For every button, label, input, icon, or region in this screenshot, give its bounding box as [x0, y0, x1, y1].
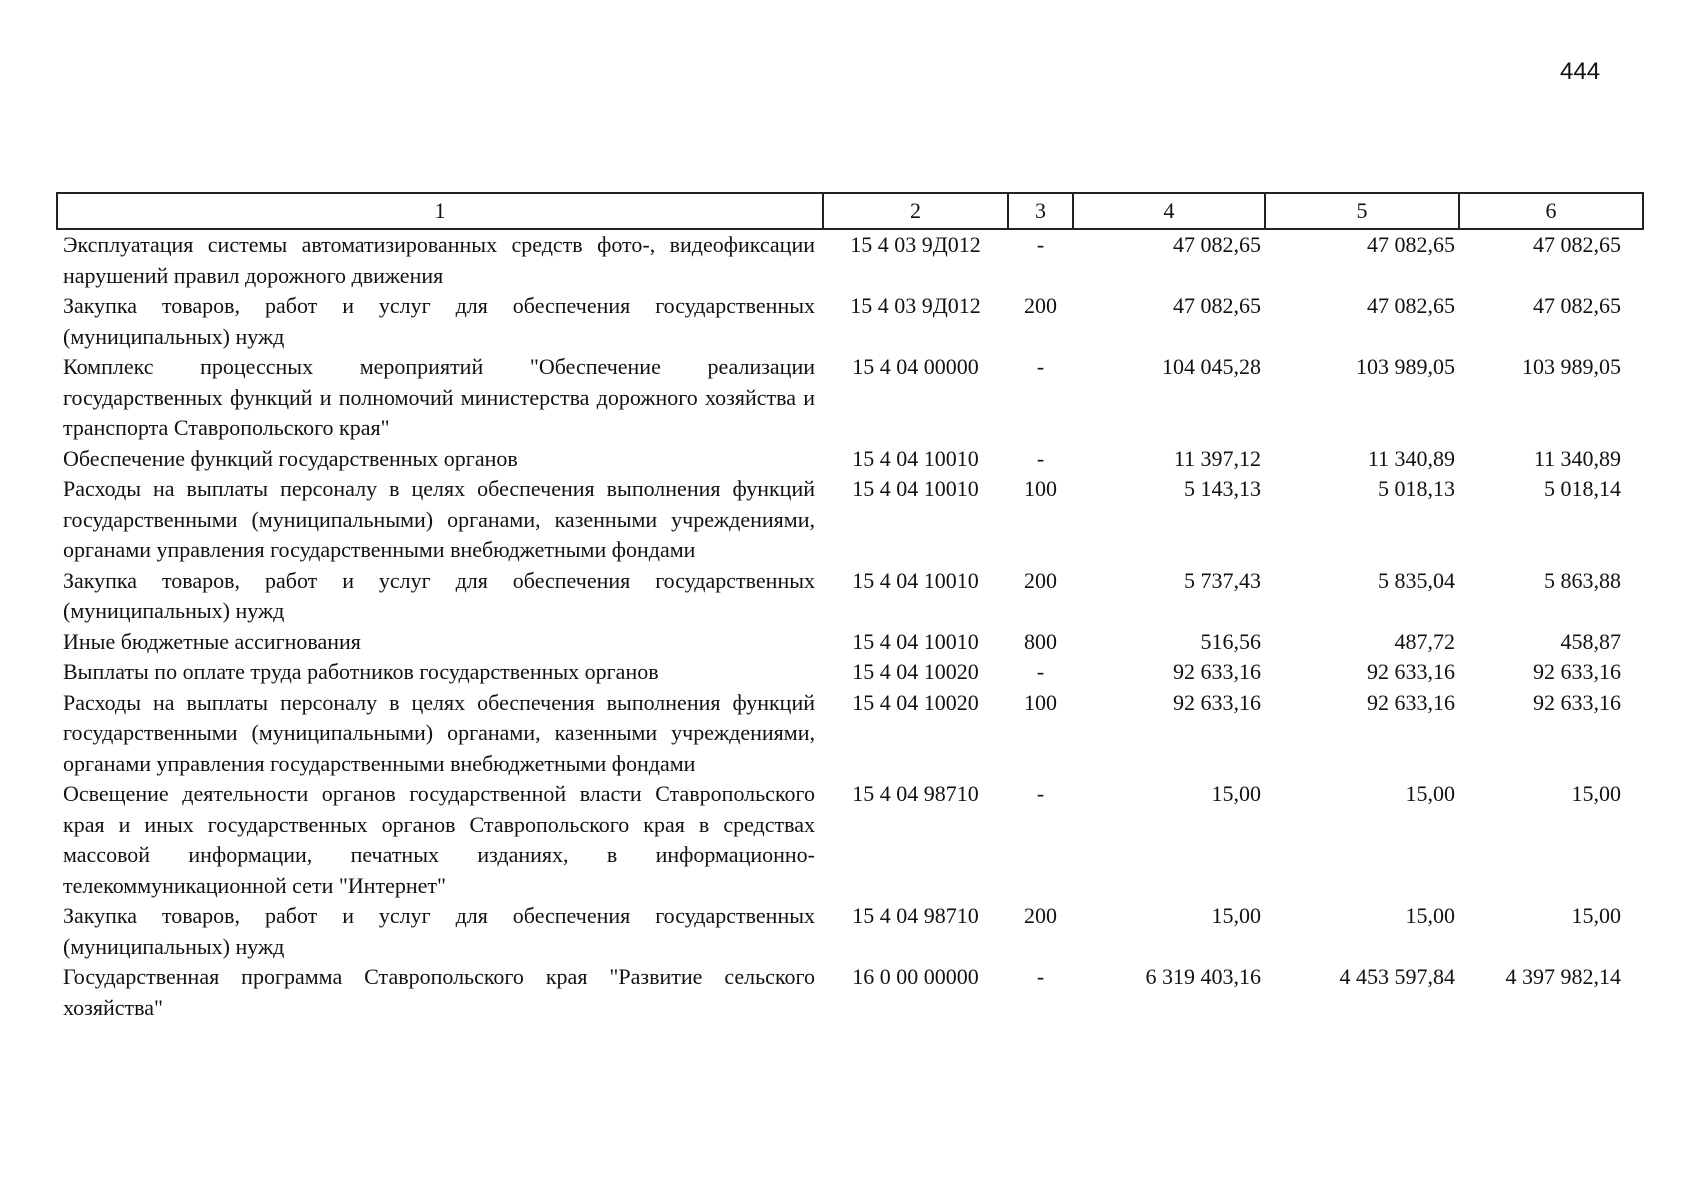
row-value-col5: 5 835,04: [1378, 567, 1455, 593]
row-value-col6: 92 633,16: [1533, 659, 1621, 684]
row-value-col4: 47 082,65: [1173, 293, 1261, 318]
row-code: 15 4 04 10010: [852, 445, 979, 471]
row-value-col6: 458,87: [1560, 628, 1621, 654]
table-row: [57, 474, 1643, 566]
row-name: Закупка товаров, работ и услуг для обеспечения государственных (муниципальных) нужд: [63, 567, 815, 623]
row-value-col5: 4 453 597,84: [1339, 964, 1455, 989]
row-expense-type: 100: [1024, 476, 1057, 501]
row-code: 15 4 03 9Д012: [850, 232, 981, 257]
row-value-col6: 15,00: [1571, 903, 1621, 928]
column-header-3: 3: [1008, 193, 1073, 229]
row-value-col5: 92 633,16: [1367, 689, 1455, 715]
table-row: [57, 352, 1643, 444]
row-name: Расходы на выплаты персоналу в целях обеспечения выполнения функций государственными (муниципальными) органами, казенными учреждениями, органами управления государственными внебюджетными фондами: [63, 689, 815, 776]
row-value-col5: 15,00: [1405, 781, 1455, 806]
row-name: Эксплуатация системы автоматизированных средств фото-, видеофиксации нарушений правил дорожного движения: [63, 232, 815, 288]
table-row: [57, 657, 1643, 688]
row-code: 15 4 04 10010: [852, 628, 979, 654]
row-expense-type: 100: [1024, 689, 1057, 715]
table-row: [57, 566, 1643, 627]
row-value-col6: 47 082,65: [1533, 232, 1621, 257]
row-name: Иные бюджетные ассигнования: [63, 628, 361, 654]
row-value-col5: 11 340,89: [1367, 445, 1455, 471]
row-value-col6: 11 340,89: [1533, 445, 1621, 471]
table-row: [57, 688, 1643, 780]
row-value-col5: 47 082,65: [1367, 232, 1455, 257]
table-row: [57, 962, 1643, 1023]
row-value-col4: 516,56: [1200, 628, 1261, 654]
row-value-col6: 47 082,65: [1533, 293, 1621, 318]
row-expense-type: -: [1036, 232, 1045, 257]
row-value-col6: 103 989,05: [1522, 354, 1621, 379]
table-row: [57, 291, 1643, 352]
row-expense-type: 800: [1024, 628, 1057, 654]
row-value-col5: 15,00: [1405, 903, 1455, 928]
row-expense-type: -: [1036, 659, 1045, 684]
row-code: 15 4 04 10010: [852, 567, 979, 593]
row-expense-type: 200: [1024, 567, 1057, 593]
table-row: [57, 627, 1643, 658]
row-name: Государственная программа Ставропольского края "Развитие сельского хозяйства": [63, 964, 815, 1020]
row-value-col5: 103 989,05: [1356, 354, 1455, 379]
column-header-6: 6: [1459, 193, 1643, 229]
row-expense-type: 200: [1024, 293, 1057, 318]
row-value-col5: 92 633,16: [1367, 659, 1455, 684]
table-row: [57, 229, 1643, 291]
row-value-col5: 487,72: [1394, 628, 1455, 654]
row-name: Закупка товаров, работ и услуг для обеспечения государственных (муниципальных) нужд: [63, 293, 815, 349]
row-value-col4: 92 633,16: [1173, 689, 1261, 715]
table-row: [57, 444, 1643, 475]
row-value-col4: 5 143,13: [1184, 476, 1261, 501]
table-header-row: [57, 193, 1643, 229]
row-name: Закупка товаров, работ и услуг для обеспечения государственных (муниципальных) нужд: [63, 903, 815, 959]
column-header-5: 5: [1265, 193, 1459, 229]
row-value-col4: 47 082,65: [1173, 232, 1261, 257]
table-row: [57, 779, 1643, 901]
row-value-col4: 92 633,16: [1173, 659, 1261, 684]
row-value-col4: 104 045,28: [1162, 354, 1261, 379]
row-code: 15 4 04 98710: [852, 781, 979, 806]
row-code: 15 4 04 10020: [852, 689, 979, 715]
row-name: Обеспечение функций государственных органов: [63, 445, 518, 471]
column-header-2: 2: [823, 193, 1008, 229]
row-value-col6: 15,00: [1571, 781, 1621, 806]
row-code: 15 4 04 10010: [852, 476, 979, 501]
row-value-col5: 47 082,65: [1367, 293, 1455, 318]
row-value-col4: 6 319 403,16: [1145, 964, 1261, 989]
row-value-col6: 92 633,16: [1533, 689, 1621, 715]
row-code: 16 0 00 00000: [852, 964, 979, 989]
row-code: 15 4 04 10020: [852, 659, 979, 684]
row-value-col6: 5 018,14: [1544, 476, 1621, 501]
row-code: 15 4 04 98710: [852, 903, 979, 928]
table-row: [57, 901, 1643, 962]
row-value-col4: 5 737,43: [1184, 567, 1261, 593]
row-name: Выплаты по оплате труда работников государственных органов: [63, 659, 659, 684]
row-value-col4: 15,00: [1211, 903, 1261, 928]
row-value-col6: 4 397 982,14: [1505, 964, 1621, 989]
row-expense-type: 200: [1024, 903, 1057, 928]
row-expense-type: -: [1036, 964, 1045, 989]
row-value-col6: 5 863,88: [1544, 567, 1621, 593]
row-code: 15 4 03 9Д012: [850, 293, 981, 318]
row-value-col4: 15,00: [1211, 781, 1261, 806]
row-name: Комплекс процессных мероприятий "Обеспечение реализации государственных функций и полномочий министерства дорожного хозяйства и транспорта Ставропольского края": [63, 354, 815, 440]
page-number: 444: [1560, 58, 1601, 85]
row-expense-type: -: [1036, 354, 1045, 379]
column-header-1: 1: [57, 193, 823, 229]
row-name: Расходы на выплаты персоналу в целях обеспечения выполнения функций государственными (муниципальными) органами, казенными учреждениями, органами управления государственными внебюджетными фондами: [63, 476, 815, 562]
column-header-4: 4: [1073, 193, 1265, 229]
budget-table: [56, 192, 1644, 1023]
row-name: Освещение деятельности органов государственной власти Ставропольского края и иных государственных органов Ставропольского края в средствах массовой информации, печатных изданиях, в информационно-телекоммуникационной сети "Интернет": [63, 781, 815, 898]
row-expense-type: -: [1036, 445, 1045, 471]
row-code: 15 4 04 00000: [852, 354, 979, 379]
row-value-col5: 5 018,13: [1378, 476, 1455, 501]
row-value-col4: 11 397,12: [1173, 445, 1261, 471]
row-expense-type: -: [1036, 781, 1045, 806]
